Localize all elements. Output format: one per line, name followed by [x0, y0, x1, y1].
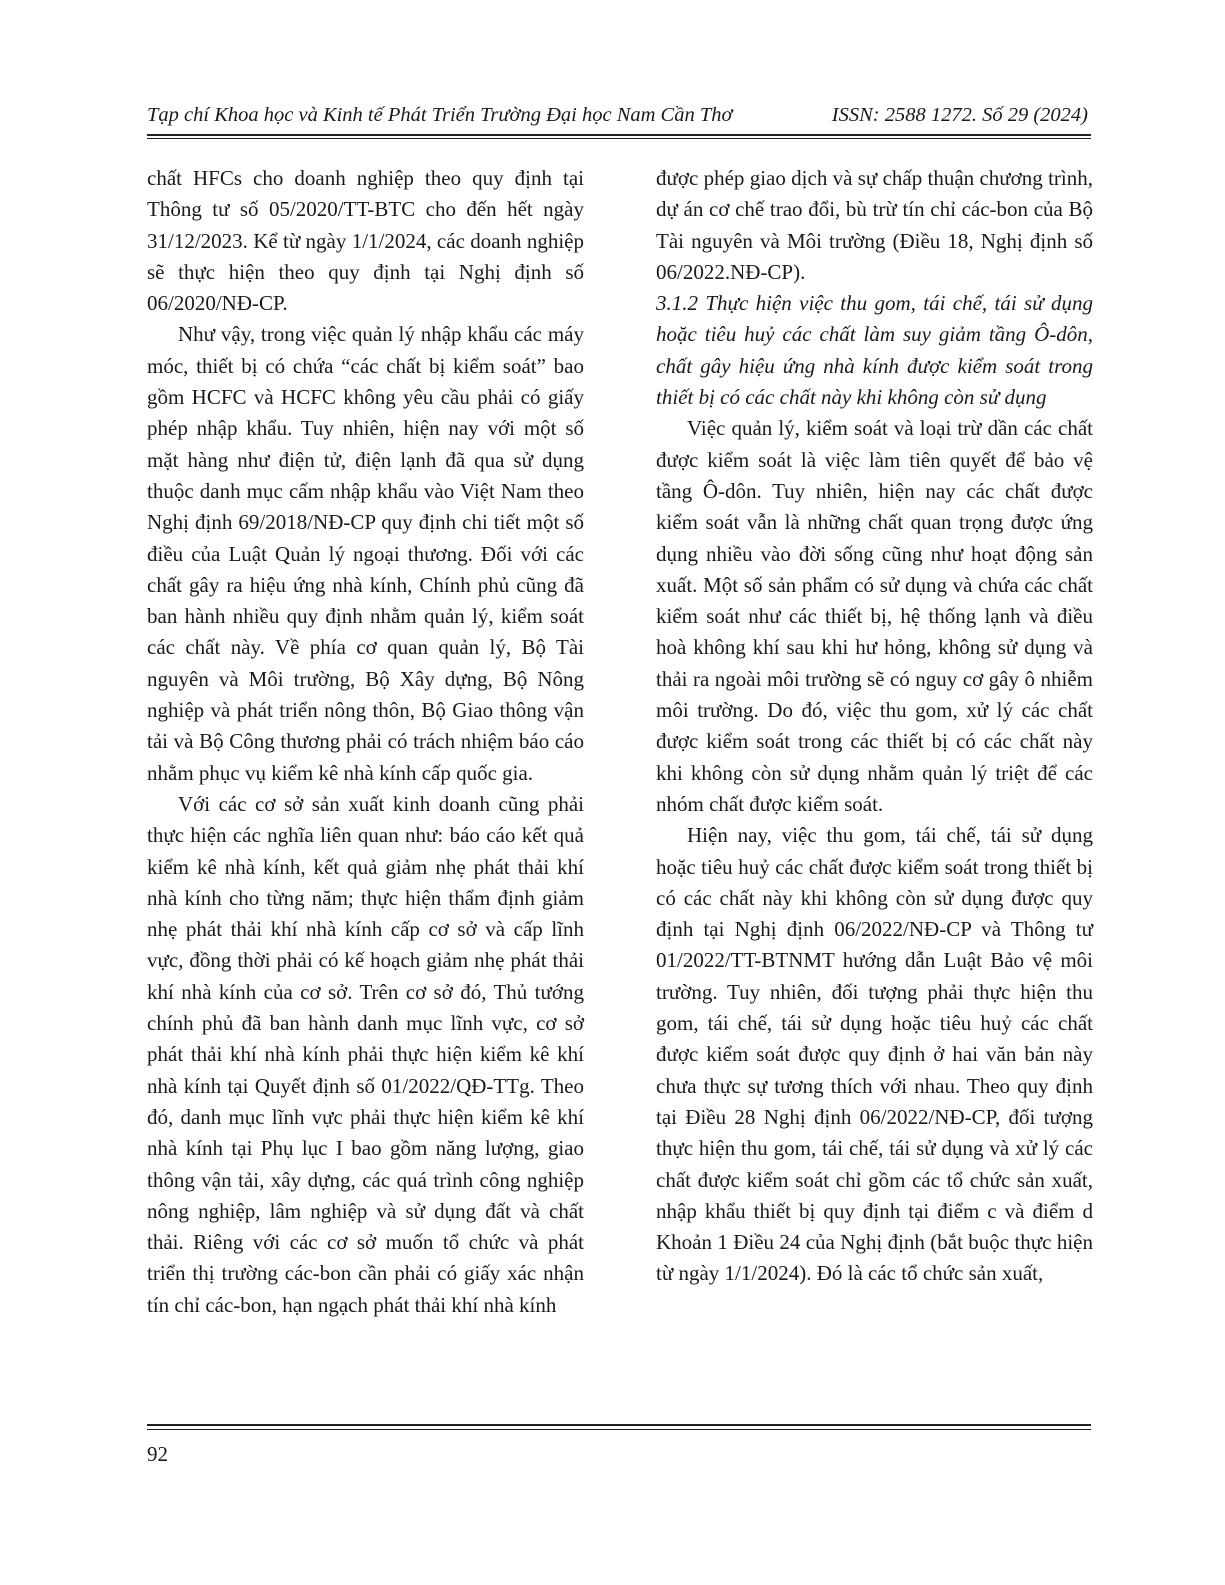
left-column: [147, 163, 584, 1321]
paragraph: Hiện nay, việc thu gom, tái chế, tái sử dụng hoặc tiêu huỷ các chất được kiểm soát trong thiết bị có các chất này khi không còn sử dụng được quy định tại Nghị định 06/2022/NĐ-CP và Thông tư 01/2022/TT-BTNMT hướng dẫn Luật Bảo vệ môi trường. Tuy nhiên, đối tượng phải thực hiện thu gom, tái chế, tái sử dụng hoặc tiêu huỷ các chất được kiểm soát được quy định ở hai văn bản này chưa thực sự tương thích với nhau. Theo quy định tại Điều 28 Nghị định 06/2022/NĐ-CP, đối tượng thực hiện thu gom, tái chế, tái sử dụng và xử lý các chất được kiểm soát chỉ gồm các tổ chức sản xuất, nhập khẩu thiết bị quy định tại điểm c và điểm d Khoản 1 Điều 24 của Nghị định (bắt buộc thực hiện từ ngày 1/1/2024). Đó là các tổ chức sản xuất,: [656, 823, 1093, 1286]
paragraph: Việc quản lý, kiểm soát và loại trừ dần các chất được kiểm soát là việc làm tiên quyết để bảo vệ tầng Ô-dôn. Tuy nhiên, hiện nay các chất được kiểm soát vẫn là những chất quan trọng được ứng dụng nhiều vào đời sống cũng như hoạt động sản xuất. Một số sản phẩm có sử dụng và chứa các chất kiểm soát như các thiết bị, hệ thống lạnh và điều hoà không khí sau khi hư hỏng, không sử dụng và thải ra ngoài môi trường sẽ có nguy cơ gây ô nhiễm môi trường. Do đó, việc thu gom, xử lý các chất được kiểm soát trong các thiết bị có các chất này khi không còn sử dụng nhằm quản lý triệt để các nhóm chất được kiểm soát.: [656, 416, 1093, 816]
running-header: [147, 100, 1088, 130]
footer-rule-thin: [147, 1429, 1091, 1430]
paragraph: Như vậy, trong việc quản lý nhập khẩu các máy móc, thiết bị có chứa “các chất bị kiểm soát” bao gồm HCFC và HCFC không yêu cầu phải có giấy phép nhập khẩu. Tuy nhiên, hiện nay với một số mặt hàng như điện tử, điện lạnh đã qua sử dụng thuộc danh mục cấm nhập khẩu vào Việt Nam theo Nghị định 69/2018/NĐ-CP quy định chi tiết một số điều của Luật Quản lý ngoại thương. Đối với các chất gây ra hiệu ứng nhà kính, Chính phủ cũng đã ban hành nhiều quy định nhằm quản lý, kiểm soát các chất này. Về phía cơ quan quản lý, Bộ Tài nguyên và Môi trường, Bộ Xây dựng, Bộ Nông nghiệp và phát triển nông thôn, Bộ Giao thông vận tải và Bộ Công thương phải có trách nhiệm báo cáo nhằm phục vụ kiểm kê nhà kính cấp quốc gia.: [147, 322, 584, 785]
issn-issue: ISSN: 2588 1272. Số 29 (2024): [831, 104, 1088, 126]
paragraph: Với các cơ sở sản xuất kinh doanh cũng phải thực hiện các nghĩa liên quan như: báo cáo kết quả kiểm kê nhà kính, kết quả giảm nhẹ phát thải khí nhà kính cho từng năm; thực hiện thẩm định giảm nhẹ phát thải khí nhà kính cấp cơ sở và cấp lĩnh vực, đồng thời phải có kế hoạch giảm nhẹ phát thải khí nhà kính của cơ sở. Trên cơ sở đó, Thủ tướng chính phủ đã ban hành danh mục lĩnh vực, cơ sở phát thải khí nhà kính phải thực hiện kiểm kê khí nhà kính tại Quyết định số 01/2022/QĐ-TTg. Theo đó, danh mục lĩnh vực phải thực hiện kiểm kê khí nhà kính tại Phụ lục I bao gồm năng lượng, giao thông vận tải, xây dựng, các quá trình công nghiệp nông nghiệp, lâm nghiệp và sử dụng đất và chất thải. Riêng với các cơ sở muốn tổ chức và phát triển thị trường các-bon cần phải có giấy xác nhận tín chỉ các-bon, hạn ngạch phát thải khí nhà kính: [147, 791, 584, 1317]
section-heading: 3.1.2 Thực hiện việc thu gom, tái chế, tái sử dụng hoặc tiêu huỷ các chất làm suy giảm tầng Ô-dôn, chất gây hiệu ứng nhà kính được kiểm soát trong thiết bị có các chất này khi không còn sử dụng: [656, 291, 1093, 410]
paragraph: chất HFCs cho doanh nghiệp theo quy định tại Thông tư số 05/2020/TT-BTC cho đến hết ngày 31/12/2023. Kể từ ngày 1/1/2024, các doanh nghiệp sẽ thực hiện theo quy định tại Nghị định số 06/2020/NĐ-CP.: [147, 166, 584, 316]
footer-rule-thick: [147, 1424, 1091, 1426]
header-rule-thin: [147, 138, 1091, 139]
page-number: 92: [147, 1442, 168, 1466]
paragraph-continuation: được phép giao dịch và sự chấp thuận chương trình, dự án cơ chế trao đổi, bù trừ tín chỉ các-bon của Bộ Tài nguyên và Môi trường (Điều 18, Nghị định số 06/2022.NĐ-CP).: [656, 166, 1093, 284]
journal-title: Tạp chí Khoa học và Kinh tế Phát Triển Trường Đại học Nam Cần Thơ: [147, 104, 733, 126]
header-rule-thick: [147, 134, 1091, 136]
right-column: [656, 163, 1093, 1290]
